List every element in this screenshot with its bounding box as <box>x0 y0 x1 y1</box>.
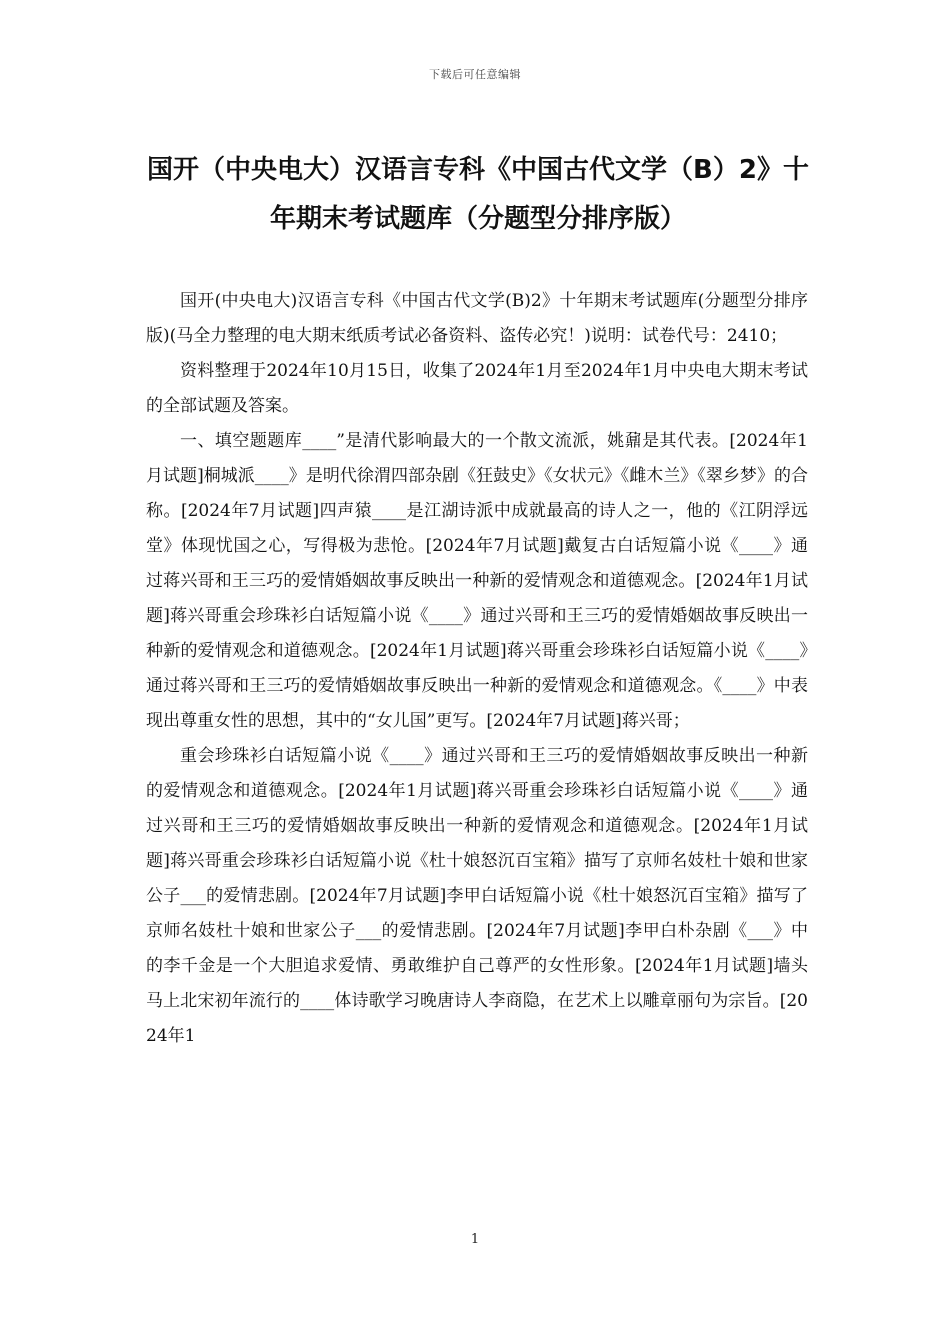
paragraph-intro: 国开(中央电大)汉语言专科《中国古代文学(B)2》十年期末考试题库(分题型分排序版)(马全力整理的电大期末纸质考试必备资料、盗传必究！)说明：试卷代号：2410； <box>146 291 808 346</box>
document-title: 国开（中央电大）汉语言专科《中国古代文学（B）2》十年期末考试题库（分题型分排序版） <box>147 155 809 234</box>
page-number: 1 <box>470 1232 480 1247</box>
paragraph-collection-note: 资料整理于2024年10月15日，收集了2024年1月至2024年1月中央电大期末考试的全部试题及答案。 <box>146 361 808 416</box>
document-body <box>146 284 808 1054</box>
paragraph-fill-blank-1: 一、填空题题库____”是清代影响最大的一个散文流派，姚鼐是其代表。[2024年1月试题]桐城派____》是明代徐渭四部杂剧《狂鼓史》《女状元》《雌木兰》《翠乡梦》的合称。[2024年7月试题]四声猿____是江湖诗派中成就最高的诗人之一，他的《江阴浮远堂》体现忧国之心，写得极为悲怆。[2024年7月试题]戴复古白话短篇小说《____》通过蒋兴哥和王三巧的爱情婚姻故事反映出一种新的爱情观念和道德观念。[2024年1月试题]蒋兴哥重会珍珠衫白话短篇小说《____》通过兴哥和王三巧的爱情婚姻故事反映出一种新的爱情观念和道德观念。[2024年1月试题]蒋兴哥重会珍珠衫白话短篇小说《____》通过蒋兴哥和王三巧的爱情婚姻故事反映出一种新的爱情观念和道德观念。《____》中表现出尊重女性的思想，其中的“女儿国”更写。[2024年7月试题]蒋兴哥； <box>146 431 808 731</box>
header-note: 下载后可任意编辑 <box>429 68 521 81</box>
paragraph-fill-blank-2: 重会珍珠衫白话短篇小说《____》通过兴哥和王三巧的爱情婚姻故事反映出一种新的爱情观念和道德观念。[2024年1月试题]蒋兴哥重会珍珠衫白话短篇小说《____》通过兴哥和王三巧的爱情婚姻故事反映出一种新的爱情观念和道德观念。[2024年1月试题]蒋兴哥重会珍珠衫白话短篇小说《杜十娘怒沉百宝箱》描写了京师名妓杜十娘和世家公子___的爱情悲剧。[2024年7月试题]李甲白话短篇小说《杜十娘怒沉百宝箱》描写了京师名妓杜十娘和世家公子___的爱情悲剧。[2024年7月试题]李甲白朴杂剧《___》中的李千金是一个大胆追求爱情、勇敢维护自己尊严的女性形象。[2024年1月试题]墙头马上北宋初年流行的____体诗歌学习晚唐诗人李商隐，在艺术上以雕章丽句为宗旨。[2024年1 <box>146 746 808 1046</box>
